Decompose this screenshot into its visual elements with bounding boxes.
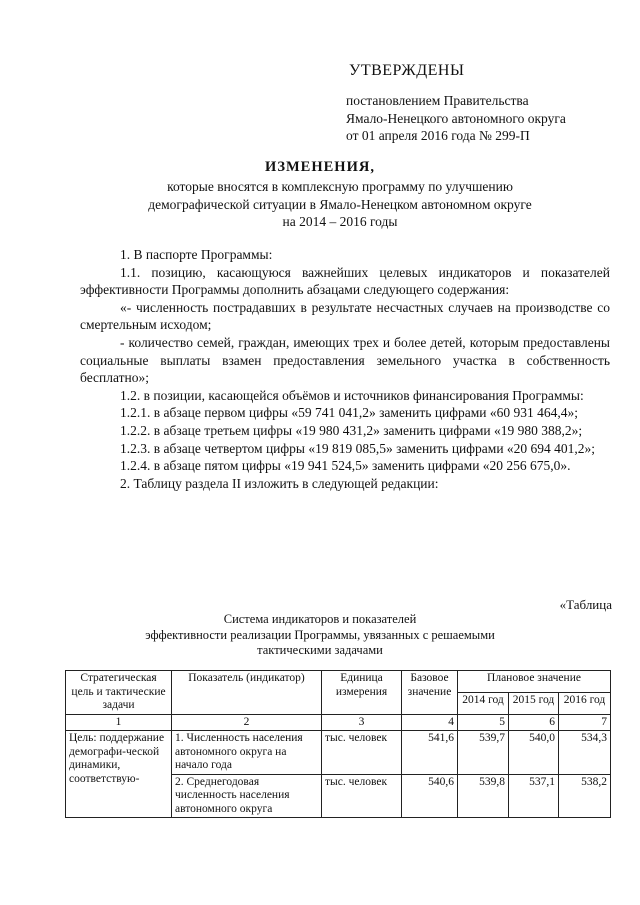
approved-label: УТВЕРЖДЕНЫ [349, 62, 465, 79]
paragraph: - количество семей, граждан, имеющих трех и более детей, которым предоставлены социальные выплаты взамен предоставления земельного участка в собственность бесплатно»; [80, 334, 610, 386]
header-year-2016: 2016 год [559, 692, 611, 714]
column-number: 3 [322, 714, 402, 731]
paragraph: 2. Таблицу раздела II изложить в следующей редакции: [120, 475, 439, 491]
column-number: 5 [458, 714, 509, 731]
subtitle-line: на 2014 – 2016 годы [282, 214, 398, 229]
base-value-cell: 541,6 [402, 731, 458, 775]
caption-line: Система индикаторов и показателей [223, 612, 417, 626]
unit-cell: тыс. человек [322, 731, 402, 775]
document-body [80, 246, 610, 492]
column-number-row [66, 714, 611, 731]
column-number: 6 [509, 714, 559, 731]
indicator-cell: 1. Численность населения автономного округа на начало года [172, 731, 322, 775]
goal-cell: Цель: поддержание демографи-ческой динамики, соответствую- [66, 731, 172, 818]
caption-line: эффективности реализации Программы, увязанных с решаемыми [145, 627, 495, 642]
paragraph: 1.2. в позиции, касающейся объёмов и источников финансирования Программы: [120, 387, 584, 403]
column-number: 4 [402, 714, 458, 731]
table-row [66, 731, 611, 775]
value-2016-cell: 534,3 [559, 731, 611, 775]
header-unit: Единица измерения [322, 671, 402, 715]
paragraph: «- численность пострадавших в результате несчастных случаев на производстве со смертельным исходом; [80, 299, 610, 333]
value-2014-cell: 539,7 [458, 731, 509, 775]
paragraph: 1. В паспорте Программы: [120, 247, 273, 262]
paragraph: 1.2.3. в абзаце четвертом цифры «19 819 085,5» заменить цифрами «20 694 401,2»; [120, 440, 596, 456]
paragraph: 1.2.2. в абзаце третьем цифры «19 980 431,2» заменить цифрами «19 980 388,2»; [120, 422, 583, 438]
header-planned: Плановое значение [458, 671, 611, 693]
caption-line: тактическими задачами [257, 643, 383, 657]
decree-line: Ямало-Ненецкого автономного округа [346, 110, 566, 126]
table-note: «Таблица [559, 597, 612, 612]
column-number: 2 [172, 714, 322, 731]
decree-line: от 01 апреля 2016 года № 299-П [346, 128, 530, 143]
decree-reference [346, 92, 566, 145]
unit-cell: тыс. человек [322, 774, 402, 818]
document-subtitle [70, 178, 610, 231]
indicators-table [65, 670, 611, 818]
paragraph: 1.2.4. в абзаце пятом цифры «19 941 524,5» заменить цифрами «20 256 675,0». [120, 458, 571, 474]
value-2015-cell: 537,1 [509, 774, 559, 818]
header-indicator: Показатель (индикатор) [172, 671, 322, 715]
paragraph: 1.2.1. в абзаце первом цифры «59 741 041,2» заменить цифрами «60 931 464,4»; [120, 405, 579, 421]
paragraph: 1.1. позицию, касающуюся важнейших целевых индикаторов и показателей эффективности Программы дополнить абзацами следующего содержания: [80, 264, 610, 298]
header-goal: Стратегическая цель и тактические задачи [66, 671, 172, 715]
header-base: Базовое значение [402, 671, 458, 715]
table-caption [100, 612, 540, 659]
header-year-2014: 2014 год [458, 692, 509, 714]
table-header-row [66, 671, 611, 693]
decree-line: постановлением Правительства [346, 93, 529, 108]
value-2014-cell: 539,8 [458, 774, 509, 818]
subtitle-line: которые вносятся в комплексную программу по улучшению [167, 179, 513, 194]
indicator-cell: 2. Среднегодовая численность населения автономного округа [172, 774, 322, 818]
column-number: 7 [559, 714, 611, 731]
header-year-2015: 2015 год [509, 692, 559, 714]
value-2016-cell: 538,2 [559, 774, 611, 818]
base-value-cell: 540,6 [402, 774, 458, 818]
value-2015-cell: 540,0 [509, 731, 559, 775]
subtitle-line: демографической ситуации в Ямало-Ненецком автономном округе [148, 196, 532, 212]
document-title: ИЗМЕНЕНИЯ, [265, 159, 375, 175]
column-number: 1 [66, 714, 172, 731]
